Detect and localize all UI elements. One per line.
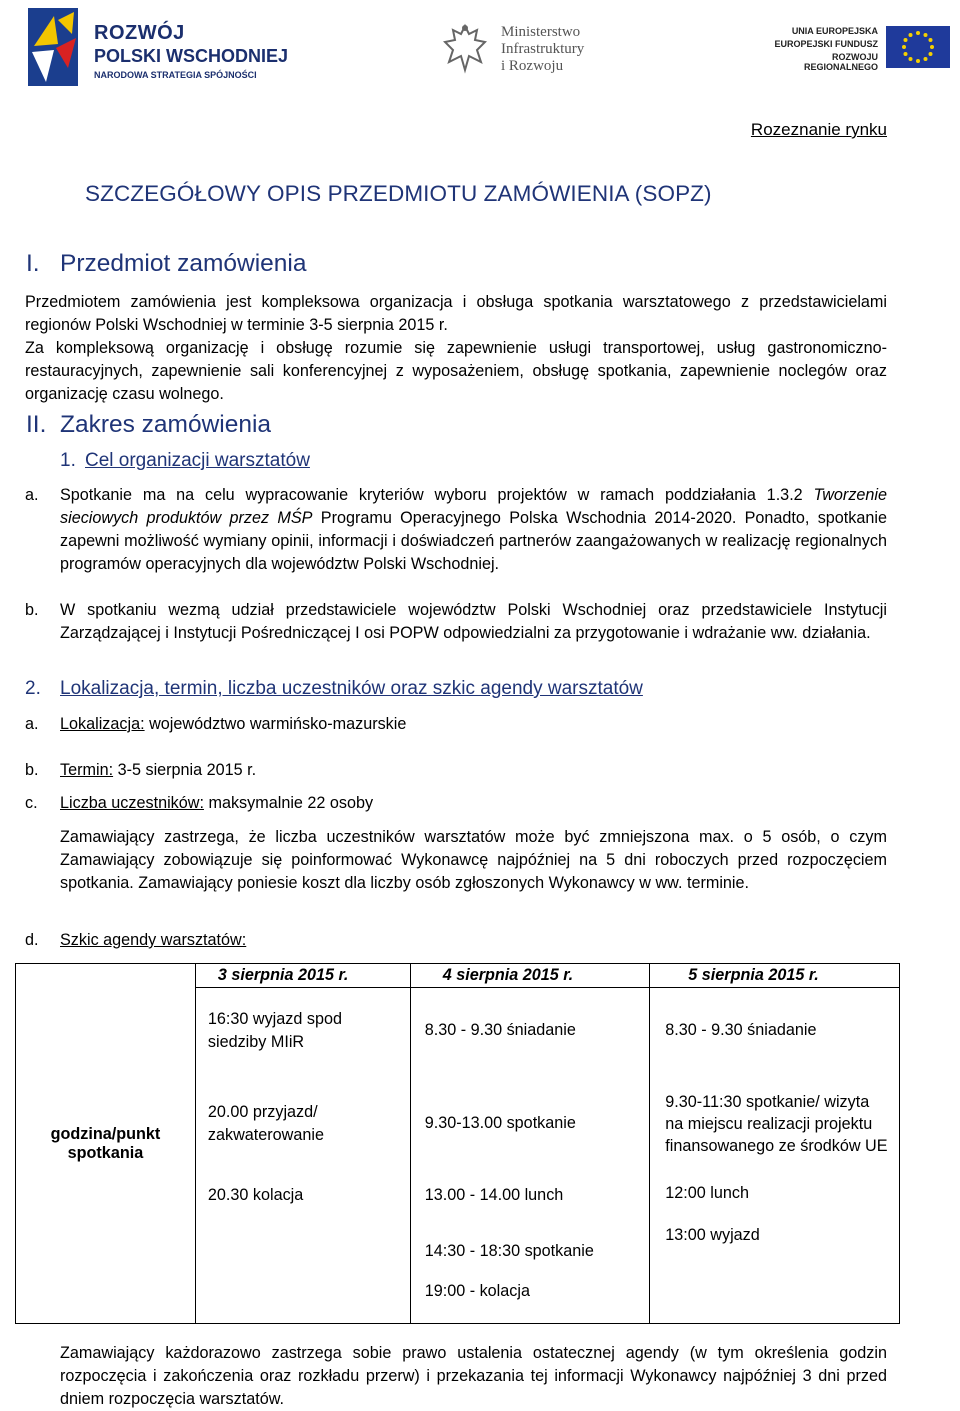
- agenda-cell-text: 13.00 - 14.00 lunch: [424, 1185, 564, 1204]
- agenda-cell-text: 9.30-13.00 spotkanie: [424, 1114, 576, 1132]
- agenda-cell: [195, 1074, 410, 1174]
- agenda-label-line: [60, 929, 887, 952]
- agenda-cell-text: 19:00 - kolacja: [424, 1281, 530, 1300]
- section1-paragraph1: Przedmiotem zamówienia jest kompleksowa organizacja i obsługa spotkania warsztatowego z przedstawicielami regionów Polski Wschodniej w terminie 3-5 sierpnia 2015 r.: [25, 293, 887, 334]
- count-value: maksymalnie 22 osoby: [208, 794, 374, 812]
- location-label: Lokalizacja:: [60, 715, 145, 733]
- agenda-cell: [195, 1280, 410, 1324]
- agenda-day-1: 3 sierpnia 2015 r.: [217, 966, 349, 984]
- doc-type-label: Rozeznanie rynku: [750, 120, 887, 139]
- location-mark: a.: [25, 715, 39, 733]
- subsection1-heading: Cel organizacji warsztatów: [85, 450, 310, 471]
- subsection2-number: 2.: [25, 678, 41, 699]
- agenda-cell: [410, 1174, 650, 1224]
- logo-unia-europejska: [760, 26, 960, 70]
- agenda-cell-text: 14:30 - 18:30 spotkanie: [424, 1242, 594, 1260]
- agenda-cell: [195, 1224, 410, 1280]
- agenda-row-header: godzina/punkt spotkania: [50, 1124, 161, 1162]
- logo1-line2: POLSKI WSCHODNIEJ: [94, 46, 289, 66]
- term-value: 3-5 sierpnia 2015 r.: [117, 761, 257, 779]
- location-value: województwo warmińsko-mazurskie: [149, 715, 407, 733]
- agenda-cell: [410, 1280, 650, 1324]
- item-a-italic: Tworzenie sieciowych produktów przez MŚP: [60, 486, 888, 527]
- agenda-cell-text: 20.00 przyjazd/ zakwaterowanie: [207, 1102, 324, 1144]
- logo3-line3: ROZWOJU REGIONALNEGO: [803, 52, 878, 72]
- agenda-cell: [410, 988, 650, 1074]
- agenda-day-header: [410, 964, 650, 988]
- location-line: [60, 713, 887, 736]
- item-a-text-part2: Programu Operacyjnego Polska Wschodnia 2014-2020. Ponadto, spotkanie zapewni możliwość wymiany opinii, informacji i doświadczeń partnerów zaangażowanych w realizację regionalnych programów operacyjnych dla województw Polski Wschodniej.: [60, 509, 888, 573]
- eu-flag-icon: [886, 26, 950, 68]
- footer-note: Zamawiający każdorazowo zastrzega sobie prawo ustalenia ostatecznej agendy (w tym określenia godzin rozpoczęcia i zakończenia oraz rozkładu przerw) i przekazania tej informacji Wykonawcy najpóźniej 3 dni przed dniem rozpoczęcia warsztatów.: [60, 1344, 887, 1408]
- agenda-cell: [650, 1174, 900, 1224]
- item-b-text: W spotkaniu wezmą udział przedstawiciele województw Polski Wschodniej oraz przedstawiciele Instytucji Zarządzającej i Instytucji Pośredniczącej I osi POPW odpowiedzialni za przygotowanie i wdrażanie ww. działania.: [60, 601, 887, 642]
- section1-number: I.: [26, 250, 40, 277]
- agenda-mark: d.: [25, 931, 39, 949]
- agenda-cell-text: 12:00 lunch: [665, 1183, 749, 1202]
- agenda-cell-text: 9.30-11:30 spotkanie/ wizyta na miejscu realizacji projektu finansowanego ze środków UE: [665, 1092, 888, 1155]
- agenda-row-header-cell: [16, 964, 196, 1324]
- agenda-cell: [650, 1074, 900, 1174]
- agenda-day-header: [195, 964, 410, 988]
- agenda-cell-text: 8.30 - 9.30 śniadanie: [665, 1021, 817, 1040]
- section1-paragraph2: Za kompleksową organizację i obsługę rozumie się zapewnienie usługi transportowej, usług gastronomiczno-restauracyjnych, zapewnienie sali konferencyjnej z wyposażeniem, obsługę spotkania, zapewnienie noclegów oraz organizację czasu wolnego.: [25, 339, 887, 403]
- logo3-line1: UNIA EUROPEJSKA: [791, 26, 878, 36]
- count-mark: c.: [25, 794, 38, 812]
- document-title: SZCZEGÓŁOWY OPIS PRZEDMIOTU ZAMÓWIENIA (SOPZ): [85, 181, 712, 206]
- logo3-line2: EUROPEJSKI FUNDUSZ: [774, 39, 878, 49]
- term-mark: b.: [25, 761, 39, 779]
- logo1-line3: NARODOWA STRATEGIA SPÓJNOŚCI: [94, 70, 257, 80]
- item-a-text-part1: Spotkanie ma na celu wypracowanie kryteriów wyboru projektów w ramach poddziałania 1.3.2: [60, 486, 803, 504]
- subsection2-heading: Lokalizacja, termin, liczba uczestników oraz szkic agendy warsztatów: [60, 678, 643, 699]
- agenda-day-2: 4 sierpnia 2015 r.: [442, 966, 574, 984]
- agenda-cell-text: 8.30 - 9.30 śniadanie: [424, 1021, 576, 1040]
- item-a-mark: a.: [25, 486, 39, 504]
- agenda-cell-text: 16:30 wyjazd spod siedziby MIiR: [207, 1009, 342, 1051]
- count-label: Liczba uczestników:: [60, 794, 204, 812]
- item-b-mark: b.: [25, 601, 39, 619]
- term-line: [60, 759, 887, 782]
- term-label: Termin:: [60, 761, 114, 779]
- agenda-cell: [650, 1280, 900, 1324]
- logo-ministerstwo: [443, 22, 613, 82]
- section2-number: II.: [26, 411, 47, 438]
- agenda-cell: [650, 988, 900, 1074]
- agenda-cell: [410, 1224, 650, 1280]
- logo2-line1: Ministerstwo: [501, 24, 581, 40]
- rozwoj-emblem-icon: [28, 8, 78, 86]
- agenda-day-3: 5 sierpnia 2015 r.: [688, 966, 819, 984]
- logo-rozwoj-polski-wschodniej: [28, 8, 308, 88]
- agenda-day-header: [650, 964, 900, 988]
- agenda-cell: [650, 1224, 900, 1280]
- item-a-text: [60, 484, 887, 576]
- agenda-cell: [195, 988, 410, 1074]
- logo2-line3: i Rozwoju: [501, 58, 564, 74]
- section2-heading: Zakres zamówienia: [60, 411, 272, 438]
- agenda-cell-text: 20.30 kolacja: [207, 1185, 304, 1204]
- agenda-cell: [410, 1074, 650, 1174]
- eagle-emblem-icon: [443, 22, 487, 74]
- agenda-table: [15, 963, 900, 1324]
- section1-heading: Przedmiot zamówienia: [60, 250, 307, 277]
- count-note: Zamawiający zastrzega, że liczba uczestników warsztatów może być zmniejszona max. o 5 osób, o czym Zamawiający zobowiązuje się poinformować Wykonawcę najpóźniej na 5 dni roboczych przed rozpoczęciem spotkania. Zamawiający poniesie koszt dla liczby osób zgłoszonych Wykonawcy w ww. terminie.: [60, 828, 887, 892]
- agenda-cell-text: 13:00 wyjazd: [665, 1225, 760, 1244]
- agenda-label: Szkic agendy warsztatów:: [60, 931, 247, 949]
- logo1-line1: ROZWÓJ: [94, 22, 185, 44]
- logo2-line2: Infrastruktury: [501, 41, 585, 57]
- subsection1-number: 1.: [60, 450, 76, 471]
- agenda-cell: [195, 1174, 410, 1224]
- count-line: [60, 792, 887, 815]
